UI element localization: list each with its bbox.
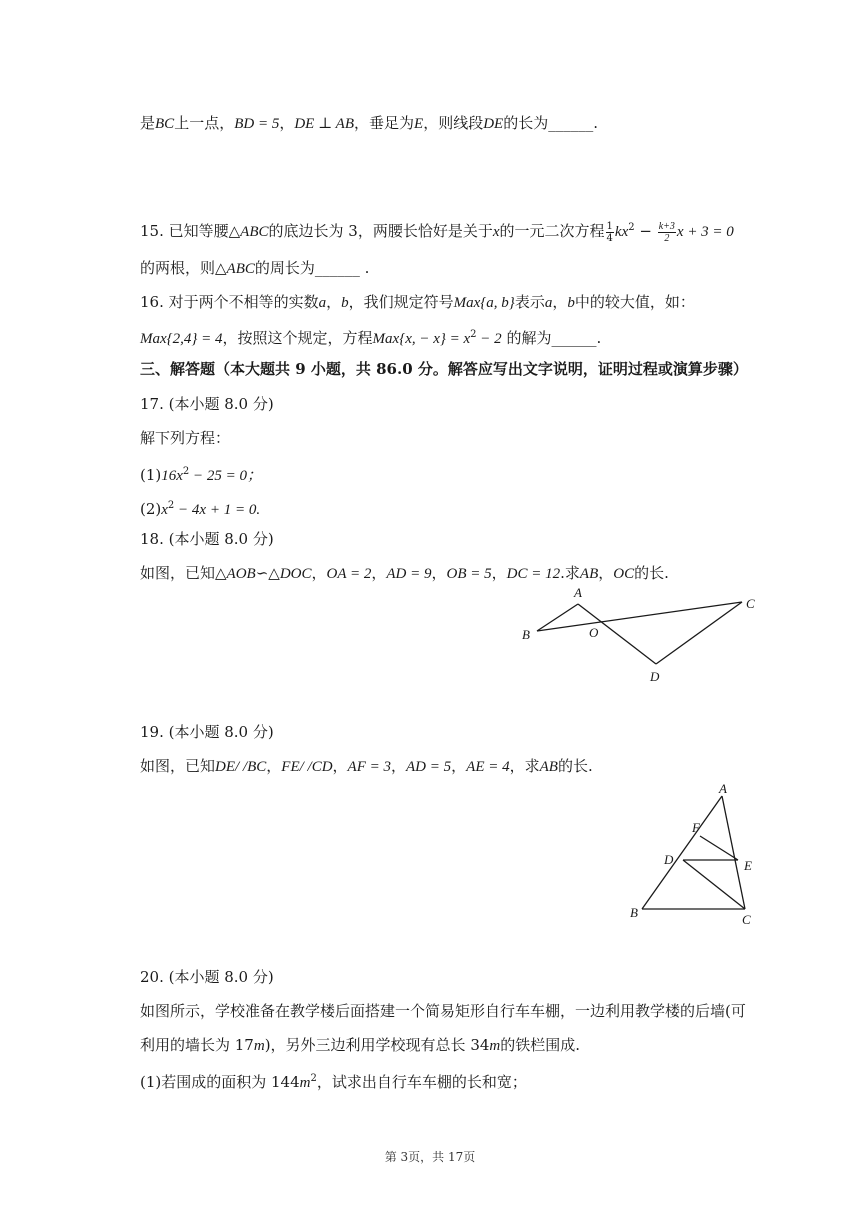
fraction-k-plus-3-over-2: $\frac{k+3}{2}$ [658,220,675,244]
label-d: D [664,852,674,867]
q16-line2: Max{2,4} = 4，按照这个规定，方程Max{x, − $x\} = x^2 - 2$ 的解为______. [140,329,602,347]
label-b: B [522,627,530,642]
q20-line3: (1)若围成的面积为 $144m^2$，试求出自行车车棚的长和宽； [140,1073,527,1091]
q20-line2: 利用的墙长为 17m)，另外三边利用学校现有总长 34m的铁栏围成. [140,1036,581,1054]
q16-line1: 16. 对于两个不相等的实数a，b，我们规定符号Max{a, b}表示a，b中的较大值，如： [140,293,695,311]
page-footer: 第 3页，共 17页 [384,1150,476,1164]
segment-dc [683,860,745,909]
fraction-one-quarter: $\frac{1}{4}$ [606,220,613,244]
q18-figure [510,585,770,685]
segment-ab [642,796,722,909]
q15-line1: 15. 已知等腰△ABC的底边长为 3，两腰长恰好是关于x的一元二次方程 $\frac{1}{4}$ $kx^2$ − $\frac{k+3}{2}$ x + 3 = 0 [140,220,734,244]
label-a: A [719,782,727,796]
segment-bc [537,602,742,631]
label-f: F [692,820,700,835]
q17-header: 17. (本小题 8.0 分) [140,395,274,413]
label-c: C [746,596,755,611]
q17-equation-1: $(1)16x^2 - 25 = 0$； [140,466,263,484]
label-c: C [742,912,751,927]
q17-intro: 解下列方程： [140,429,231,447]
q20-header: 20. (本小题 8.0 分) [140,968,274,986]
label-o: O [589,625,599,640]
label-a: A [574,585,582,600]
q18-header: 18. (本小题 8.0 分) [140,530,274,548]
q15-line2: 的两根，则△ABC的周长为______ . [140,259,370,277]
label-e: E [744,858,752,873]
label-d: D [650,669,660,684]
q19-header: 19. (本小题 8.0 分) [140,723,274,741]
q19-figure [625,782,765,927]
q14-continuation: 是BC上一点，BD = 5，DE ⊥ AB，垂足为E，则线段DE的长为______. [140,114,598,132]
segment-dc [656,602,742,664]
label-b: B [630,905,638,920]
q18-text: 如图，已知△AOB∽△DOC，OA = 2，AD = 9，OB = 5，DC = 12.求AB，OC的长. [140,564,669,582]
q20-line1: 如图所示，学校准备在教学楼后面搭建一个简易矩形自行车车棚，一边利用教学楼的后墙(可 [140,1002,746,1020]
segment-ba [537,604,578,631]
q19-text: 如图，已知DE/ /BC，FE/ /CD，AF = 3，AD = 5，AE = 4，求AB的长. [140,757,593,775]
q17-equation-2: $(2)x^2 - 4x + 1 = 0$. [140,500,261,518]
section-3-heading: 三、解答题（本大题共 9 小题，共 86.0 分。解答应写出文字说明，证明过程或演算步骤） [140,360,748,378]
